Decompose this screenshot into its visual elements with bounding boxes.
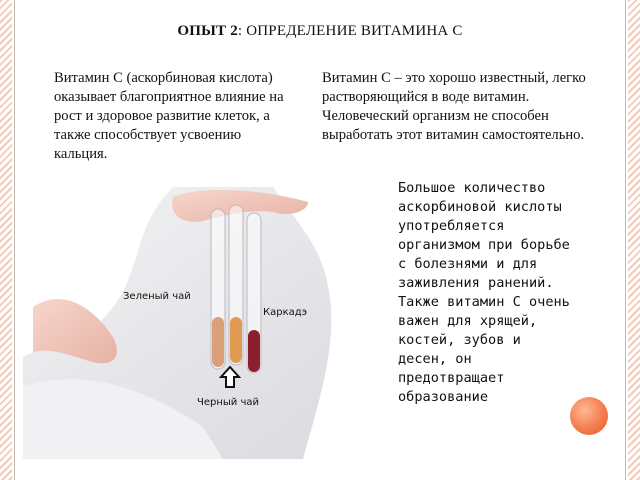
right-border-line [625, 0, 626, 480]
label-green-tea: Зеленый чай [123, 291, 191, 302]
experiment-photo-graphic [23, 187, 385, 459]
left-border-decoration [0, 0, 12, 480]
right-border-decoration [628, 0, 640, 480]
slide-title-bold: ОПЫТ 2 [177, 23, 238, 39]
side-paragraph: Большое количество аскорбиновой кислоты употребляется организмом при борьбе с болезнями и для заживления ранений. Также витамин С очень важен для хрящей, костей, зубов и десен, он предотвращает образование [398, 180, 570, 405]
label-black-tea: Черный чай [197, 397, 260, 408]
slide-title-rest: : ОПРЕДЕЛЕНИЕ ВИТАМИНА С [237, 23, 463, 39]
label-karkade: Каркадэ [263, 307, 308, 318]
slide-title [0, 23, 640, 40]
left-border-line [14, 0, 15, 480]
up-arrow-icon [219, 365, 241, 389]
right-paragraph: Витамин С – это хорошо известный, легко растворяющийся в воде витамин. Человеческий организм не способен выработать этот витамин самостоятельно. [322, 70, 586, 143]
left-paragraph: Витамин С (аскорбиновая кислота) оказывает благоприятное влияние на рост и здоровое развитие клеток, а также способствует усвоению кальция. [54, 70, 284, 162]
experiment-photo [23, 187, 385, 459]
orange-dot-decoration [570, 397, 608, 435]
